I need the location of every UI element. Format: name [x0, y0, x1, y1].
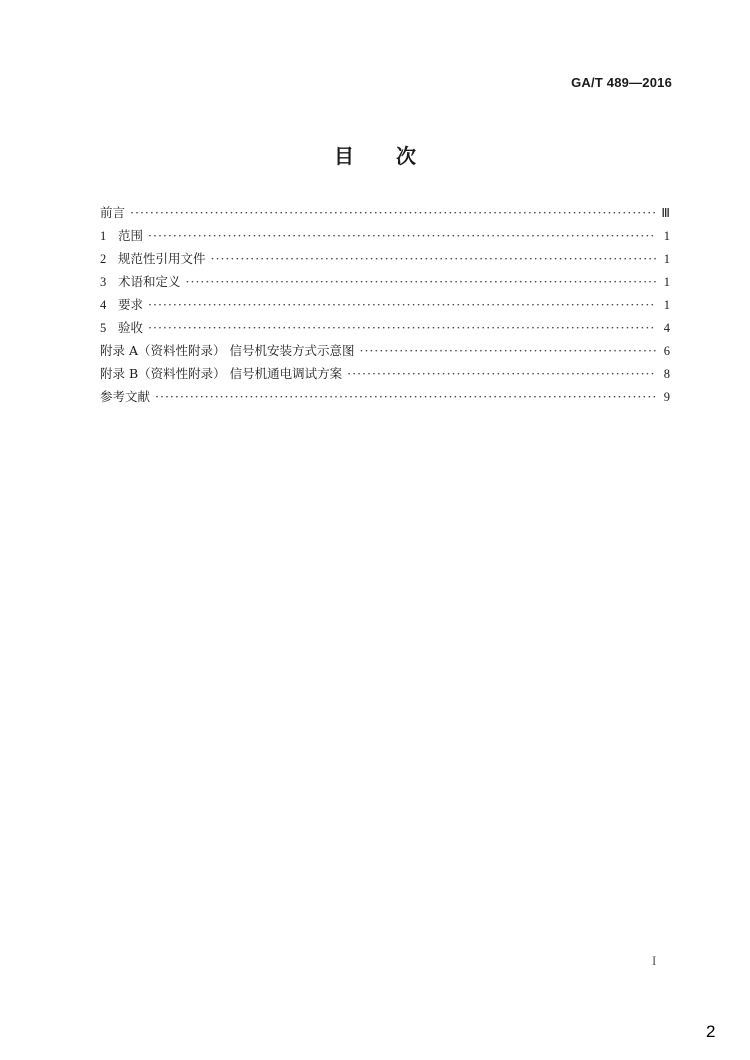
toc-entry-label: 规范性引用文件	[118, 251, 206, 266]
toc-entry-normative-references[interactable]	[100, 247, 670, 270]
toc-entry-label: 术语和定义	[118, 274, 181, 289]
printed-page-number: I	[652, 953, 657, 968]
table-of-contents	[100, 201, 670, 408]
toc-entry-number: 3	[100, 275, 107, 289]
standard-code: GA/T 489—2016	[571, 75, 672, 90]
toc-leader-dots	[211, 247, 656, 270]
toc-leader-dots	[359, 339, 656, 362]
toc-entry-page: 9	[663, 390, 670, 404]
toc-entry-page: 1	[663, 298, 670, 312]
toc-entry-page: Ⅲ	[661, 206, 670, 220]
toc-entry-page: 1	[663, 229, 670, 243]
toc-entry-number: 1	[100, 229, 107, 243]
toc-entry-acceptance[interactable]	[100, 316, 670, 339]
toc-entry-label: 前言	[100, 205, 126, 220]
toc-entry-label: 范围	[118, 228, 144, 243]
page-title: 目次	[334, 144, 458, 168]
toc-entry-bibliography[interactable]	[100, 385, 670, 408]
toc-entry-page: 1	[663, 275, 670, 289]
pdf-page-number: 2	[706, 1022, 716, 1041]
toc-entry-page: 6	[663, 344, 670, 358]
toc-leader-dots	[186, 270, 656, 293]
toc-entry-number: 4	[100, 298, 107, 312]
toc-leader-dots	[148, 224, 656, 247]
toc-entry-label: 参考文献	[100, 389, 151, 404]
toc-entry-terms-definitions[interactable]	[100, 270, 670, 293]
toc-entry-page: 1	[663, 252, 670, 266]
toc-entry-label: 验收	[118, 320, 144, 335]
toc-leader-dots	[130, 201, 656, 224]
toc-entry-page: 4	[663, 321, 670, 335]
toc-entry-appendix-a[interactable]	[100, 339, 670, 362]
toc-entry-label: 要求	[118, 297, 144, 312]
toc-entry-appendix-b[interactable]	[100, 362, 670, 385]
toc-leader-dots	[155, 385, 656, 408]
toc-entry-requirements[interactable]	[100, 293, 670, 316]
toc-entry-number: 5	[100, 321, 107, 335]
toc-entry-label: 附录 A（资料性附录） 信号机安装方式示意图	[100, 343, 355, 358]
toc-leader-dots	[347, 362, 656, 385]
toc-leader-dots	[148, 316, 656, 339]
toc-leader-dots	[148, 293, 656, 316]
toc-entry-foreword[interactable]	[100, 201, 670, 224]
toc-entry-label: 附录 B（资料性附录） 信号机通电调试方案	[100, 366, 343, 381]
toc-entry-page: 8	[663, 367, 670, 381]
toc-entry-number: 2	[100, 252, 107, 266]
toc-entry-scope[interactable]	[100, 224, 670, 247]
